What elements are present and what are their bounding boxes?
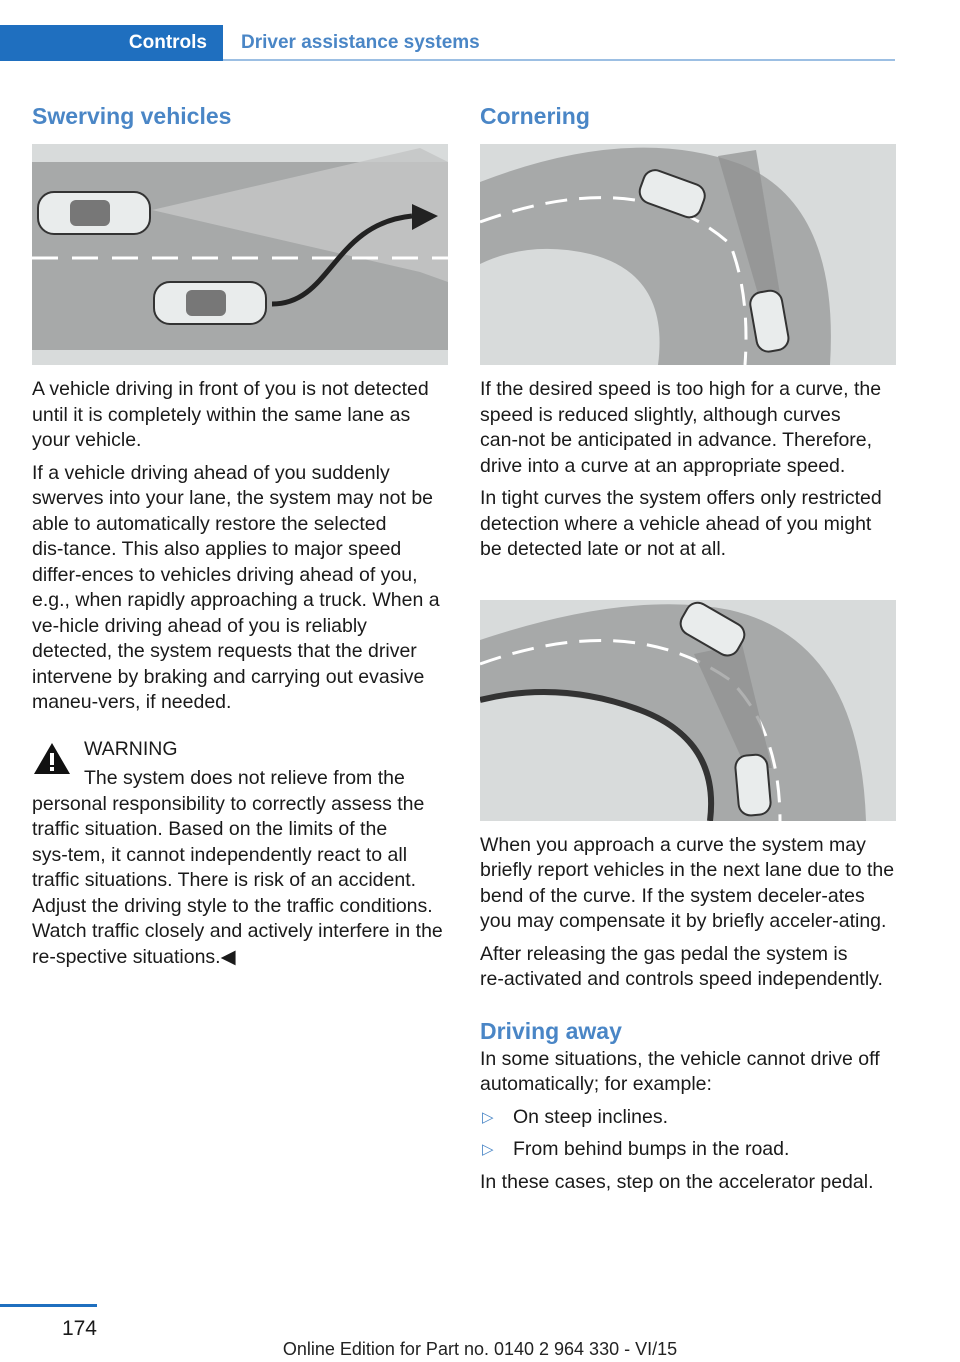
section-tab[interactable]: Controls xyxy=(0,25,223,61)
cornering-illustration-1 xyxy=(480,144,896,365)
list-item: ▷ On steep inclines. xyxy=(480,1105,896,1131)
paragraph: In these cases, step on the accelerator pedal. xyxy=(480,1170,874,1193)
warning-title: WARNING xyxy=(84,737,178,760)
car-own-icon xyxy=(154,282,266,324)
paragraph: In tight curves the system offers only restricted detection where a vehicle ahead of you might be detected late or not at all. xyxy=(480,487,882,560)
car-ahead-icon xyxy=(38,192,150,234)
footer-rule xyxy=(0,1304,97,1307)
page-number: 174 xyxy=(61,1317,97,1340)
list-item: ▷ From behind bumps in the road. xyxy=(480,1137,896,1163)
bullet-list xyxy=(480,1105,896,1163)
warning-text: The system does not relieve from the personal responsibility to correctly assess the traffic situation. Based on the limits of the sys‑tem, it cannot independently react to all traffic situations. There is risk of an accident. Adjust the driving style to the traffic conditions. Watch traffic closely and actively interfere in the re‑spective situations.◀ xyxy=(32,767,443,968)
paragraph: If a vehicle driving ahead of you suddenly swerves into your lane, the system may not be able to automatically restore the selected dis‑tance. This also applies to major speed differ‑ences to vehicles driving ahead of you, e.g., when rapidly approaching a truck. When a ve‑hicle driving ahead of you is reliably detected, the system requests that the driver intervene by braking and carrying out evasive maneu‑vers, if needed. xyxy=(32,461,440,713)
left-column xyxy=(32,100,448,970)
paragraph: In some situations, the vehicle cannot drive off automatically; for example: xyxy=(480,1047,880,1095)
swerving-vehicles-illustration xyxy=(32,144,448,365)
cornering-heading: Cornering xyxy=(480,103,590,129)
warning-triangle-icon xyxy=(32,741,72,777)
subsection-tab[interactable]: Driver assistance systems xyxy=(241,32,480,53)
triangle-bullet-icon: ▷ xyxy=(482,1108,494,1126)
page-header xyxy=(0,25,895,61)
header-rule xyxy=(223,59,895,61)
right-column xyxy=(480,100,896,1195)
triangle-bullet-icon: ▷ xyxy=(482,1141,494,1158)
swerving-vehicles-heading: Swerving vehicles xyxy=(32,103,232,129)
driving-away-heading: Driving away xyxy=(480,1017,622,1044)
cornering-illustration-2 xyxy=(480,600,896,821)
warning-block xyxy=(32,737,448,971)
paragraph: After releasing the gas pedal the system is re‑activated and controls speed independently. xyxy=(480,942,883,990)
paragraph: When you approach a curve the system may briefly report vehicles in the next lane due to the bend of the curve. If the system deceler‑ates you may compensate it by briefly acceler‑ating. xyxy=(480,833,895,932)
paragraph: If the desired speed is too high for a curve, the speed is reduced slightly, although curves can‑not be anticipated in advance. Therefore, drive into a curve at an appropriate speed. xyxy=(480,378,882,477)
edition-note: Online Edition for Part no. 0140 2 964 330 - VI/15 xyxy=(282,1339,678,1359)
car-own-icon xyxy=(734,753,771,816)
paragraph: A vehicle driving in front of you is not detected until it is completely within the same lane as your vehicle. xyxy=(32,378,429,451)
